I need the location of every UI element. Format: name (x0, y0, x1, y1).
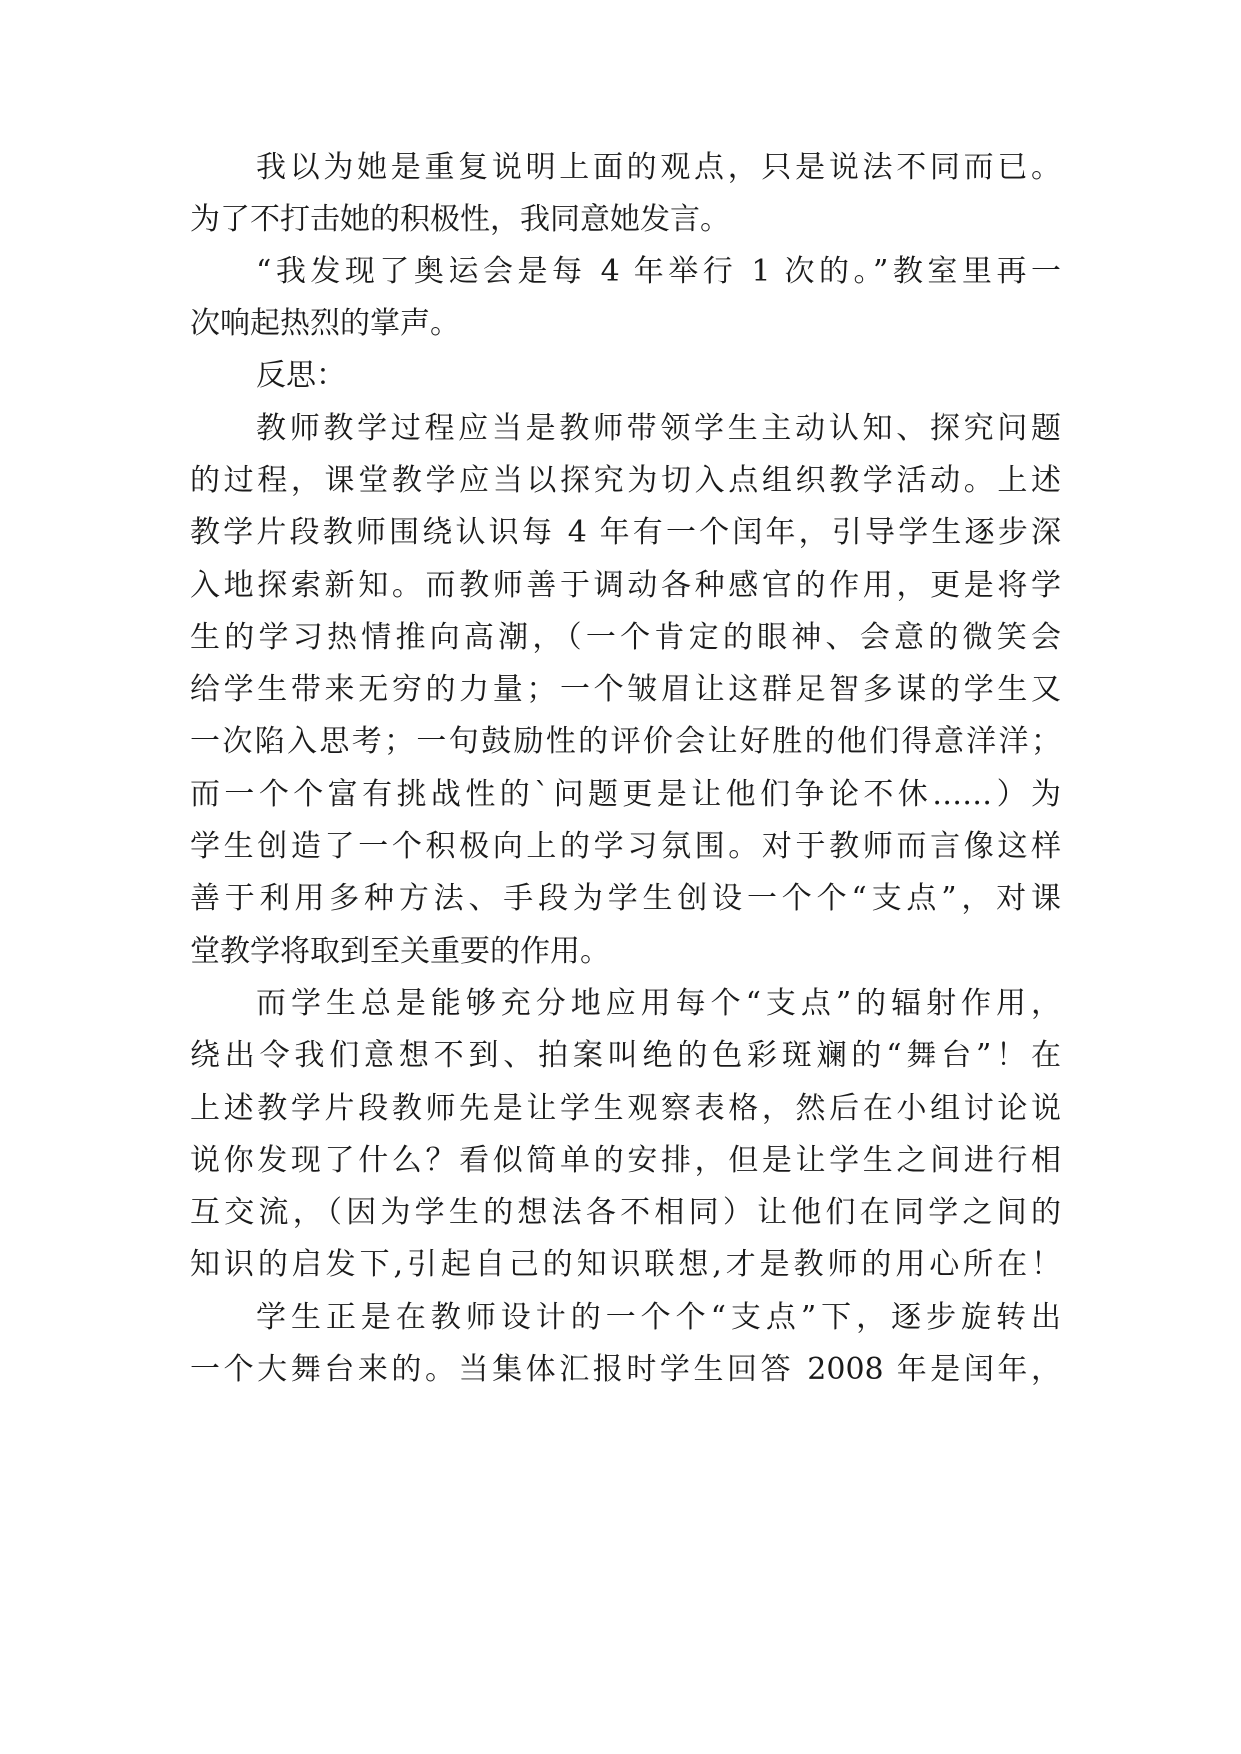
text-line: 为了不打击她的积极性，我同意她发言。 (190, 202, 730, 237)
text-line: 教师教学过程应当是教师带领学生主动认知、探究问题 (256, 411, 1061, 446)
text-line: 反思： (256, 358, 346, 393)
text-line: 而学生总是能够充分地应用每个“支点”的辐射作用， (256, 986, 1061, 1021)
text-line: 次响起热烈的掌声。 (190, 306, 460, 341)
text-line: 善于利用多种方法、手段为学生创设一个个“支点”，对课 (190, 881, 1061, 916)
text-line: 一个大舞台来的。当集体汇报时学生回答 2008 年是闰年， (190, 1352, 1061, 1387)
text-line: 上述教学片段教师先是让学生观察表格，然后在小组讨论说 (190, 1091, 1061, 1126)
text-line: 教学片段教师围绕认识每 4 年有一个闰年，引导学生逐步深 (190, 515, 1061, 550)
text-line: 说你发现了什么？看似简单的安排，但是让学生之间进行相 (190, 1143, 1061, 1178)
text-line: “我发现了奥运会是每 4 年举行 1 次的。”教室里再一 (256, 254, 1061, 289)
text-line: 给学生带来无穷的力量；一个皱眉让这群足智多谋的学生又 (190, 672, 1061, 707)
text-line: 我以为她是重复说明上面的观点，只是说法不同而已。 (256, 150, 1061, 185)
text-line: 绕出令我们意想不到、拍案叫绝的色彩斑斓的“舞台”！在 (190, 1038, 1061, 1073)
text-line: 学生正是在教师设计的一个个“支点”下，逐步旋转出 (256, 1300, 1061, 1335)
text-line: 入地探索新知。而教师善于调动各种感官的作用，更是将学 (190, 568, 1061, 603)
text-line: 知识的启发下,引起自己的知识联想,才是教师的用心所在！ (190, 1247, 1061, 1282)
text-line: 一次陷入思考；一句鼓励性的评价会让好胜的他们得意洋洋； (190, 724, 1061, 759)
text-line: 堂教学将取到至关重要的作用。 (190, 934, 610, 969)
text-line: 学生创造了一个积极向上的学习氛围。对于教师而言像这样 (190, 829, 1061, 864)
text-line: 的过程，课堂教学应当以探究为切入点组织教学活动。上述 (190, 463, 1061, 498)
text-line: 互交流，（因为学生的想法各不相同）让他们在同学之间的 (190, 1195, 1061, 1230)
text-line: 生的学习热情推向高潮，（一个肯定的眼神、会意的微笑会 (190, 620, 1061, 655)
text-line: 而一个个富有挑战性的`问题更是让他们争论不休……）为 (190, 777, 1061, 812)
